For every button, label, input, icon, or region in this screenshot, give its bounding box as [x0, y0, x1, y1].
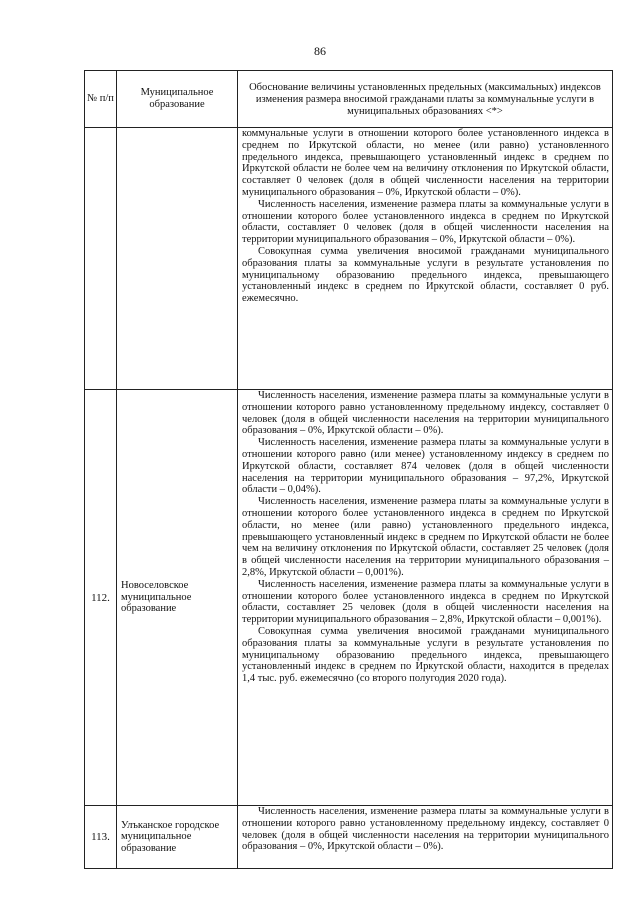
header-justification: Обоснование величины установленных предельных (максимальных) индексов изменения размера вносимой гражданами платы за коммунальные услуги в муниципальных образованиях <*>	[238, 71, 613, 128]
paragraph: Численность населения, изменение размера платы за коммунальные услуги в отношении которого равно (или менее) установленному индексу в среднем по Иркутской области, составляет 874 человек (доля в общей численности населения на территории муниципального образования – 97,2%, Иркутской области – 0,04%).	[242, 437, 609, 496]
row-municipality: Новоселовское муниципальное образование	[117, 390, 238, 806]
header-municipality: Муниципальное образование	[117, 71, 238, 128]
row-justification	[238, 806, 613, 869]
row-num: 112.	[85, 390, 117, 806]
row-justification	[238, 390, 613, 806]
paragraph: Численность населения, изменение размера платы за коммунальные услуги в отношении которого равно установленному предельному индексу, составляет 0 человек (доля в общей численности населения на территории муниципального образования – 0%, Иркутской области – 0%).	[242, 390, 609, 437]
row-num: 113.	[85, 806, 117, 869]
page-number: 86	[314, 44, 326, 58]
paragraph: Численность населения, изменение размера платы за коммунальные услуги в отношении которого более установленного индекса в среднем по Иркутской области, но менее (или равно) установленного предельного индекса, превышающего установленный индекс в среднем по Иркутской области не более чем на величину отклонения по Иркутской области, составляет 25 человек (доля в общей численности населения на территории муниципального образования – 2,8%, Иркутской области – 0,001%).	[242, 496, 609, 578]
header-num: № п/п	[85, 71, 117, 128]
row-num	[85, 128, 117, 390]
paragraph: коммунальные услуги в отношении которого более установленного индекса в среднем по Иркутской области, но менее (или равно) установленного предельного индекса, превышающего установленный индекс в среднем по Иркутской области не более чем на величину отклонения по Иркутской области, составляет 0 человек (доля в общей численности населения на территории муниципального образования – 0%, Иркутской области – 0%).	[242, 128, 609, 198]
row-municipality	[117, 128, 238, 390]
paragraph: Численность населения, изменение размера платы за коммунальные услуги в отношении которого более установленного индекса в среднем по Иркутской области, составляет 25 человек (доля в общей численности населения на территории муниципального образования – 2,8%, Иркутской области – 0,001%).	[242, 578, 609, 626]
paragraph: Совокупная сумма увеличения вносимой гражданами муниципального образования платы за коммунальные услуги в результате установления по муниципальному образованию предельного индекса, превышающего установленный индекс в среднем по Иркутской области, составляет 0 руб. ежемесячно.	[242, 245, 609, 305]
table-row	[85, 128, 613, 390]
row-justification	[238, 128, 613, 390]
table-header-row	[85, 71, 613, 128]
table-row	[85, 806, 613, 869]
paragraph: Совокупная сумма увеличения вносимой гражданами муниципального образования платы за коммунальные услуги в результате установления по муниципальному образованию предельного индекса, превышающего установленный индекс в среднем по Иркутской области, находится в пределах 1,4 тыс. руб. ежемесячно (со второго полугодия 2020 года).	[242, 625, 609, 685]
paragraph: Численность населения, изменение размера платы за коммунальные услуги в отношении которого более установленного индекса в среднем по Иркутской области, составляет 0 человек (доля в общей численности населения на территории муниципального образования – 0%, Иркутской области – 0%).	[242, 198, 609, 246]
paragraph: Численность населения, изменение размера платы за коммунальные услуги в отношении которого равно установленному предельному индексу, составляет 0 человек (доля в общей численности населения на территории муниципального образования – 0%, Иркутской области – 0%).	[242, 806, 609, 853]
justification-table	[84, 70, 613, 869]
table-row	[85, 390, 613, 806]
row-municipality: Улъканское городское муниципальное образование	[117, 806, 238, 869]
